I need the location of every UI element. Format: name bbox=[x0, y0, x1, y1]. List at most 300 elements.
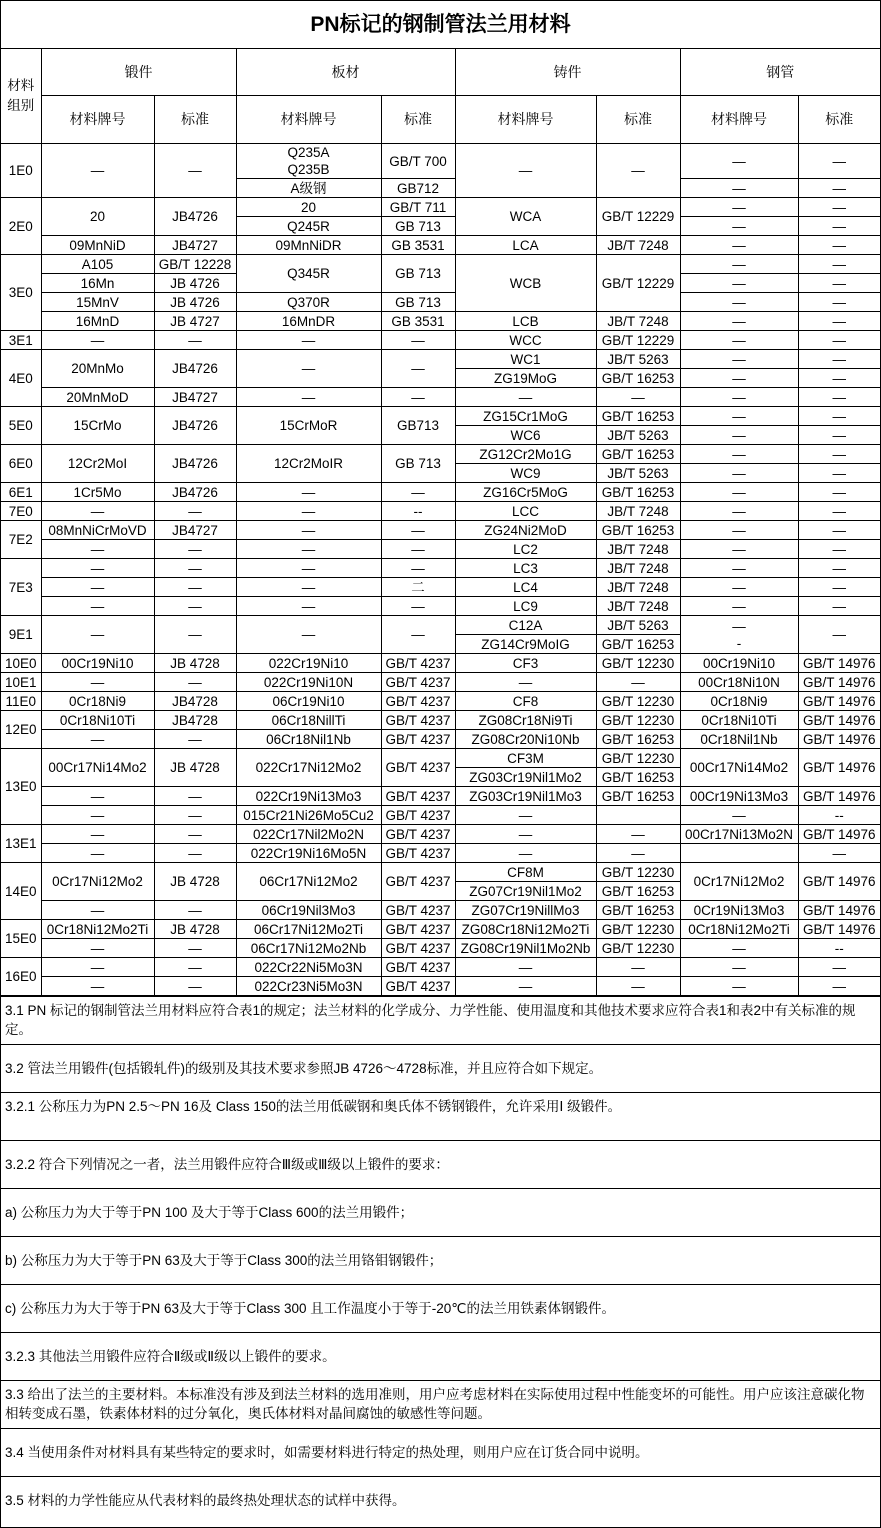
table-row bbox=[1, 749, 880, 768]
table-cell: — bbox=[798, 236, 880, 255]
table-cell: GB/T 4237 bbox=[381, 749, 455, 787]
table-cell: 06Cr18Nil1Nb bbox=[236, 730, 381, 749]
table-cell: 7E3 bbox=[1, 559, 41, 616]
table-cell: GB/T 14976 bbox=[798, 825, 880, 844]
table-cell: — bbox=[41, 806, 154, 825]
table-cell: 0Cr18Ni9 bbox=[680, 692, 798, 711]
note-paragraph: c) 公称压力为大于等于PN 63及大于等于Class 300 且工作温度小于等于-20℃的法兰用铁素体钢锻件。 bbox=[1, 1284, 880, 1332]
header-group-label: 材料组别 bbox=[7, 78, 35, 113]
table-cell: 13E0 bbox=[1, 749, 41, 825]
table-cell: GB/T 14976 bbox=[798, 749, 880, 787]
table-cell: GB/T 12230 bbox=[596, 692, 680, 711]
table-row bbox=[1, 863, 880, 882]
table-cell: JB 4727 bbox=[154, 312, 236, 331]
table-cell: ZG03Cr19Nil1Mo3 bbox=[455, 787, 596, 806]
table-cell: — bbox=[596, 388, 680, 407]
table-cell: — bbox=[680, 939, 798, 958]
table-row bbox=[1, 597, 880, 616]
table-cell: 00Cr19Ni10 bbox=[680, 654, 798, 673]
table-row bbox=[1, 958, 880, 977]
table-cell: — bbox=[236, 521, 381, 540]
table-cell: — bbox=[236, 597, 381, 616]
table-cell: 0Cr18Ni12Mo2Ti bbox=[41, 920, 154, 939]
table-cell: 12Cr2MoIR bbox=[236, 445, 381, 483]
table-cell: 11E0 bbox=[1, 692, 41, 711]
table-cell: — bbox=[680, 293, 798, 312]
table-cell: — bbox=[798, 255, 880, 274]
table-cell: — bbox=[680, 977, 798, 996]
table-cell: GB/T 12230 bbox=[596, 749, 680, 768]
note-paragraph: 3.1 PN 标记的钢制管法兰用材料应符合表1的规定；法兰材料的化学成分、力学性能、使用温度和其他技术要求应符合表1和表2中有关标准的规定。 bbox=[1, 996, 880, 1044]
table-cell: — bbox=[41, 844, 154, 863]
table-cell: LCA bbox=[455, 236, 596, 255]
table-cell: GB/T 4237 bbox=[381, 844, 455, 863]
table-cell: 09MnNiDR bbox=[236, 236, 381, 255]
table-cell: — bbox=[41, 331, 154, 350]
table-cell: GB/T 12230 bbox=[596, 654, 680, 673]
table-row bbox=[1, 388, 880, 407]
table-cell: 16Mn bbox=[41, 274, 154, 293]
table-cell: — bbox=[41, 787, 154, 806]
table-cell: 015Cr21Ni26Mo5Cu2 bbox=[236, 806, 381, 825]
table-row bbox=[1, 711, 880, 730]
table-cell: GB/T 711 bbox=[381, 198, 455, 217]
table-cell: JB/T 7248 bbox=[596, 578, 680, 597]
table-cell: — bbox=[680, 578, 798, 597]
table-cell: — bbox=[680, 958, 798, 977]
table-cell: GB/T 16253 bbox=[596, 730, 680, 749]
table-cell: GB/T 4237 bbox=[381, 711, 455, 730]
table-cell: — bbox=[41, 958, 154, 977]
note-paragraph: 3.2 管法兰用锻件(包括锻轧件)的级别及其技术要求参照JB 4726～4728标准，并且应符合如下规定。 bbox=[1, 1044, 880, 1092]
table-cell: GB/T 16253 bbox=[596, 882, 680, 901]
table-row bbox=[1, 312, 880, 331]
table-cell: 16MnD bbox=[41, 312, 154, 331]
table-cell: 00Cr17Ni13Mo2N bbox=[680, 825, 798, 844]
table-cell: 0Cr19Ni13Mo3 bbox=[680, 901, 798, 920]
note-paragraph: 3.2.2 符合下列情况之一者，法兰用锻件应符合Ⅲ级或Ⅲ级以上锻件的要求： bbox=[1, 1140, 880, 1188]
table-row bbox=[1, 350, 880, 369]
table-cell: GB/T 12228 bbox=[154, 255, 236, 274]
table-cell: 7E2 bbox=[1, 521, 41, 559]
table-cell: — bbox=[455, 806, 596, 825]
table-row bbox=[1, 692, 880, 711]
table-cell: CF8 bbox=[455, 692, 596, 711]
table-row bbox=[1, 844, 880, 863]
table-cell: — bbox=[41, 730, 154, 749]
table-cell: 06Cr19Ni10 bbox=[236, 692, 381, 711]
table-cell: 12E0 bbox=[1, 711, 41, 749]
table-cell: — bbox=[798, 293, 880, 312]
table-cell: — bbox=[236, 578, 381, 597]
table-cell: — bbox=[798, 426, 880, 445]
header-casting-standard: 标准 bbox=[596, 96, 680, 144]
table-cell: — bbox=[154, 502, 236, 521]
table-cell: — bbox=[455, 958, 596, 977]
table-cell: 022Cr19Ni10N bbox=[236, 673, 381, 692]
table-cell: GB/T 16253 bbox=[596, 369, 680, 388]
table-row bbox=[1, 673, 880, 692]
table-cell: — bbox=[680, 369, 798, 388]
table-cell: ZG07Cr19NillMo3 bbox=[455, 901, 596, 920]
note-paragraph: 3.2.3 其他法兰用锻件应符合Ⅱ级或Ⅱ级以上锻件的要求。 bbox=[1, 1332, 880, 1380]
table-cell: — bbox=[41, 559, 154, 578]
table-row bbox=[1, 616, 880, 635]
table-cell: — bbox=[680, 217, 798, 236]
table-cell: — bbox=[455, 144, 596, 198]
table-cell: — bbox=[41, 825, 154, 844]
table-cell: — bbox=[154, 578, 236, 597]
table-row bbox=[1, 920, 880, 939]
table-cell: — bbox=[455, 673, 596, 692]
table-cell: GB/T 4237 bbox=[381, 958, 455, 977]
table-cell: GB/T 12229 bbox=[596, 255, 680, 312]
table-cell: GB/T 16253 bbox=[596, 521, 680, 540]
table-cell: — bbox=[154, 730, 236, 749]
table-cell: — bbox=[41, 673, 154, 692]
notes-section bbox=[1, 996, 880, 1524]
table-cell: 10E1 bbox=[1, 673, 41, 692]
table-cell: GB/T 4237 bbox=[381, 920, 455, 939]
table-cell: — bbox=[680, 312, 798, 331]
table-cell: — bbox=[41, 977, 154, 996]
table-cell: — bbox=[798, 388, 880, 407]
table-cell: — bbox=[798, 597, 880, 616]
table-cell: — bbox=[455, 844, 596, 863]
table-cell: GB/T 14976 bbox=[798, 711, 880, 730]
table-cell: JB/T 7248 bbox=[596, 540, 680, 559]
table-cell: — bbox=[596, 144, 680, 198]
table-cell: JB4727 bbox=[154, 388, 236, 407]
table-cell: 022Cr17Ni12Mo2 bbox=[236, 749, 381, 787]
table-cell: -- bbox=[798, 939, 880, 958]
table-cell: — bbox=[381, 616, 455, 654]
table-cell: — bbox=[154, 844, 236, 863]
table-cell: — bbox=[381, 331, 455, 350]
table-cell: — bbox=[236, 559, 381, 578]
table-cell: 00Cr17Ni14Mo2 bbox=[41, 749, 154, 787]
table-row bbox=[1, 654, 880, 673]
table-cell: GB/T 12230 bbox=[596, 863, 680, 882]
table-cell: 06Cr18NillTi bbox=[236, 711, 381, 730]
table-cell: 1E0 bbox=[1, 144, 41, 198]
table-cell: JB4727 bbox=[154, 236, 236, 255]
table-cell: 15CrMoR bbox=[236, 407, 381, 445]
table-cell: — bbox=[798, 312, 880, 331]
note-paragraph: 3.2.1 公称压力为PN 2.5～PN 16及 Class 150的法兰用低碳钢和奥氏体不锈钢锻件，允许采用Ⅰ 级锻件。 bbox=[1, 1092, 880, 1140]
table-cell: 14E0 bbox=[1, 863, 41, 920]
table-cell: GB712 bbox=[381, 179, 455, 198]
table-cell: — bbox=[236, 350, 381, 388]
table-cell: 20MnMoD bbox=[41, 388, 154, 407]
table-cell: — bbox=[798, 958, 880, 977]
table-row bbox=[1, 787, 880, 806]
table-cell: — bbox=[154, 901, 236, 920]
table-cell: WCB bbox=[455, 255, 596, 312]
table-cell: 5E0 bbox=[1, 407, 41, 445]
table-cell: 2E0 bbox=[1, 198, 41, 255]
table-cell: — bbox=[680, 502, 798, 521]
table-cell: — bbox=[236, 388, 381, 407]
table-cell: JB 4728 bbox=[154, 749, 236, 787]
table-cell: 0Cr18Ni12Mo2Ti bbox=[680, 920, 798, 939]
table-cell: — bbox=[154, 331, 236, 350]
table-cell: 6E1 bbox=[1, 483, 41, 502]
table-cell: — bbox=[381, 388, 455, 407]
table-cell: 022Cr17Nil2Mo2N bbox=[236, 825, 381, 844]
table-cell: — bbox=[798, 369, 880, 388]
table-cell: CF3M bbox=[455, 749, 596, 768]
table-cell: 3E0 bbox=[1, 255, 41, 331]
table-cell: — bbox=[798, 483, 880, 502]
table-cell: — bbox=[680, 198, 798, 217]
table-cell: GB/T 16253 bbox=[596, 901, 680, 920]
table-cell: GB/T 4237 bbox=[381, 806, 455, 825]
table-cell: — bbox=[680, 597, 798, 616]
table-cell: — bbox=[381, 559, 455, 578]
table-cell: — bbox=[798, 502, 880, 521]
table-row bbox=[1, 236, 880, 255]
table-cell: JB/T 7248 bbox=[596, 312, 680, 331]
table-row bbox=[1, 521, 880, 540]
note-paragraph: 3.3 给出了法兰的主要材料。本标准没有涉及到法兰材料的选用准则，用户应考虑材料在实际使用过程中性能变坏的可能性。用户应该注意碳化物相转变成石墨，铁素体材料的过分氧化，奥氏体材料对晶间腐蚀的敏感性等问题。 bbox=[1, 1380, 880, 1428]
table-cell: — bbox=[798, 179, 880, 198]
header-casting-grade: 材料牌号 bbox=[455, 96, 596, 144]
table-cell: GB/T 4237 bbox=[381, 787, 455, 806]
table-cell: GB/T 4237 bbox=[381, 673, 455, 692]
table-cell: 00Cr17Ni14Mo2 bbox=[680, 749, 798, 787]
table-cell: — bbox=[154, 958, 236, 977]
table-cell: — bbox=[680, 806, 798, 825]
table-cell: — bbox=[41, 901, 154, 920]
table-cell: GB/T 16253 bbox=[596, 787, 680, 806]
header-forging-standard: 标准 bbox=[154, 96, 236, 144]
table-cell: 20 bbox=[41, 198, 154, 236]
table-cell: JB/T 7248 bbox=[596, 597, 680, 616]
table-cell: 022Cr19Ni10 bbox=[236, 654, 381, 673]
table-cell: JB4727 bbox=[154, 521, 236, 540]
table-cell: 0Cr17Ni12Mo2 bbox=[41, 863, 154, 901]
table-cell: 0Cr18Ni9 bbox=[41, 692, 154, 711]
table-cell: GB/T 4237 bbox=[381, 977, 455, 996]
table-cell: WCA bbox=[455, 198, 596, 236]
table-cell: — bbox=[381, 597, 455, 616]
header-pipe: 钢管 bbox=[680, 49, 880, 96]
table-cell: — bbox=[596, 673, 680, 692]
table-cell: GB/T 16253 bbox=[596, 445, 680, 464]
table-cell: ZG07Cr19Nil1Mo2 bbox=[455, 882, 596, 901]
table-cell: A级钢 bbox=[236, 179, 381, 198]
table-cell: — bbox=[680, 350, 798, 369]
table-cell: JB/T 7248 bbox=[596, 236, 680, 255]
table-cell: JB 4726 bbox=[154, 274, 236, 293]
table-cell: LC9 bbox=[455, 597, 596, 616]
table-cell: — bbox=[41, 540, 154, 559]
table-cell: — bbox=[680, 445, 798, 464]
table-cell: — bbox=[680, 559, 798, 578]
table-cell: — bbox=[596, 958, 680, 977]
table-cell: GB/T 14976 bbox=[798, 863, 880, 901]
table-row bbox=[1, 483, 880, 502]
table-cell: — bbox=[798, 407, 880, 426]
table-cell: — bbox=[41, 939, 154, 958]
table-cell: — - bbox=[680, 616, 798, 654]
table-cell: 16E0 bbox=[1, 958, 41, 996]
header-pipe-standard: 标准 bbox=[798, 96, 880, 144]
table-cell: 15MnV bbox=[41, 293, 154, 312]
table-cell: — bbox=[680, 426, 798, 445]
table-cell: 20MnMo bbox=[41, 350, 154, 388]
table-cell: GB/T 16253 bbox=[596, 768, 680, 787]
table-cell: A105 bbox=[41, 255, 154, 274]
table-cell: — bbox=[798, 521, 880, 540]
table-cell: 15E0 bbox=[1, 920, 41, 958]
table-cell: — bbox=[680, 331, 798, 350]
table-cell: WCC bbox=[455, 331, 596, 350]
table-row bbox=[1, 198, 880, 217]
table-cell: JB4726 bbox=[154, 445, 236, 483]
table-cell bbox=[680, 844, 798, 863]
table-cell: JB4726 bbox=[154, 350, 236, 388]
table-cell: WC9 bbox=[455, 464, 596, 483]
table-cell: JB4726 bbox=[154, 198, 236, 236]
table-cell: — bbox=[798, 445, 880, 464]
table-cell: Q245R bbox=[236, 217, 381, 236]
table-cell: JB/T 7248 bbox=[596, 559, 680, 578]
table-cell: — bbox=[154, 939, 236, 958]
table-cell: WC6 bbox=[455, 426, 596, 445]
table-cell: CF3 bbox=[455, 654, 596, 673]
table-cell: — bbox=[680, 407, 798, 426]
table-cell: — bbox=[154, 673, 236, 692]
table-cell: GB/T 14976 bbox=[798, 787, 880, 806]
table-cell: GB/T 16253 bbox=[596, 407, 680, 426]
table-cell: JB/T 5263 bbox=[596, 616, 680, 635]
table-cell: 08MnNiCrMoVD bbox=[41, 521, 154, 540]
table-cell: — bbox=[596, 977, 680, 996]
table-cell: 00Cr18Ni10N bbox=[680, 673, 798, 692]
table-cell: GB/T 4237 bbox=[381, 692, 455, 711]
table-cell: LC2 bbox=[455, 540, 596, 559]
table-cell: WC1 bbox=[455, 350, 596, 369]
table-cell: — bbox=[381, 540, 455, 559]
table-cell: 06Cr17Ni12Mo2Ti bbox=[236, 920, 381, 939]
table-cell: GB/T 12230 bbox=[596, 920, 680, 939]
table-cell: 00Cr19Ni13Mo3 bbox=[680, 787, 798, 806]
table-row bbox=[1, 331, 880, 350]
table-row bbox=[1, 445, 880, 464]
table-cell: GB/T 700 bbox=[381, 144, 455, 179]
table-cell: JB/T 5263 bbox=[596, 464, 680, 483]
table-cell: GB/T 16253 bbox=[596, 635, 680, 654]
table-cell: CF8M bbox=[455, 863, 596, 882]
table-cell: 3E1 bbox=[1, 331, 41, 350]
table-row bbox=[1, 977, 880, 996]
table-cell: GB/T 14976 bbox=[798, 920, 880, 939]
table-cell: — bbox=[680, 540, 798, 559]
table-cell: ZG08Cr19Nil1Mo2Nb bbox=[455, 939, 596, 958]
table-cell: — bbox=[41, 144, 154, 198]
table-cell: 12Cr2MoI bbox=[41, 445, 154, 483]
note-paragraph: 3.4 当使用条件对材料具有某些特定的要求时，如需要材料进行特定的热处理，则用户应在订货合同中说明。 bbox=[1, 1428, 880, 1476]
header-group bbox=[1, 49, 41, 144]
table-cell: GB/T 4237 bbox=[381, 825, 455, 844]
table-cell: — bbox=[798, 274, 880, 293]
table-cell: GB 713 bbox=[381, 445, 455, 483]
table-cell: 15CrMo bbox=[41, 407, 154, 445]
table-cell: ZG08Cr20Ni10Nb bbox=[455, 730, 596, 749]
table-cell: — bbox=[680, 464, 798, 483]
table-cell: 13E1 bbox=[1, 825, 41, 863]
table-cell: — bbox=[680, 255, 798, 274]
table-cell: ZG14Cr9MoIG bbox=[455, 635, 596, 654]
table-cell: 022Cr22Ni5Mo3N bbox=[236, 958, 381, 977]
header-forging-grade: 材料牌号 bbox=[41, 96, 154, 144]
table-cell: 09MnNiD bbox=[41, 236, 154, 255]
table-row bbox=[1, 578, 880, 597]
table-cell: GB/T 14976 bbox=[798, 673, 880, 692]
table-cell: JB/T 5263 bbox=[596, 350, 680, 369]
table-row bbox=[1, 502, 880, 521]
table-cell: — bbox=[680, 388, 798, 407]
table-cell: GB/T 12230 bbox=[596, 711, 680, 730]
table-cell: — bbox=[236, 483, 381, 502]
table-row bbox=[1, 144, 880, 179]
table-cell: — bbox=[798, 144, 880, 179]
table-cell: JB4728 bbox=[154, 692, 236, 711]
table-cell: — bbox=[41, 578, 154, 597]
table-cell: — bbox=[455, 388, 596, 407]
table-cell: JB/T 7248 bbox=[596, 502, 680, 521]
table-cell: GB/T 12229 bbox=[596, 331, 680, 350]
table-row bbox=[1, 825, 880, 844]
table-cell: — bbox=[154, 597, 236, 616]
table-cell: — bbox=[154, 540, 236, 559]
table-cell: JB 4728 bbox=[154, 654, 236, 673]
header-forging: 锻件 bbox=[41, 49, 236, 96]
table-cell: Q345R bbox=[236, 255, 381, 293]
table-row bbox=[1, 255, 880, 274]
header-casting: 铸件 bbox=[455, 49, 680, 96]
table-cell: Q235A Q235B bbox=[236, 144, 381, 179]
table-cell: — bbox=[236, 331, 381, 350]
table-cell: — bbox=[596, 825, 680, 844]
table-cell: 022Cr19Ni16Mo5N bbox=[236, 844, 381, 863]
table-cell: — bbox=[798, 559, 880, 578]
table-cell: ZG24Ni2MoD bbox=[455, 521, 596, 540]
table-cell: ZG03Cr19Nil1Mo2 bbox=[455, 768, 596, 787]
table-cell: — bbox=[236, 540, 381, 559]
table-row bbox=[1, 901, 880, 920]
table-cell: JB4728 bbox=[154, 711, 236, 730]
table-row bbox=[1, 939, 880, 958]
table-cell: GB/T 4237 bbox=[381, 901, 455, 920]
table-cell: GB 713 bbox=[381, 217, 455, 236]
table-cell: — bbox=[680, 236, 798, 255]
table-cell: ZG19MoG bbox=[455, 369, 596, 388]
table-cell: 二 bbox=[381, 578, 455, 597]
table-cell: LC3 bbox=[455, 559, 596, 578]
table-cell: GB/T 14976 bbox=[798, 901, 880, 920]
table-cell: — bbox=[236, 502, 381, 521]
table-cell: JB/T 5263 bbox=[596, 426, 680, 445]
table-cell: GB/T 14976 bbox=[798, 730, 880, 749]
table-cell: 0Cr17Ni12Mo2 bbox=[680, 863, 798, 901]
table-row bbox=[1, 730, 880, 749]
note-paragraph: a) 公称压力为大于等于PN 100 及大于等于Class 600的法兰用锻件； bbox=[1, 1188, 880, 1236]
table-cell bbox=[596, 806, 680, 825]
table-cell: JB 4726 bbox=[154, 293, 236, 312]
